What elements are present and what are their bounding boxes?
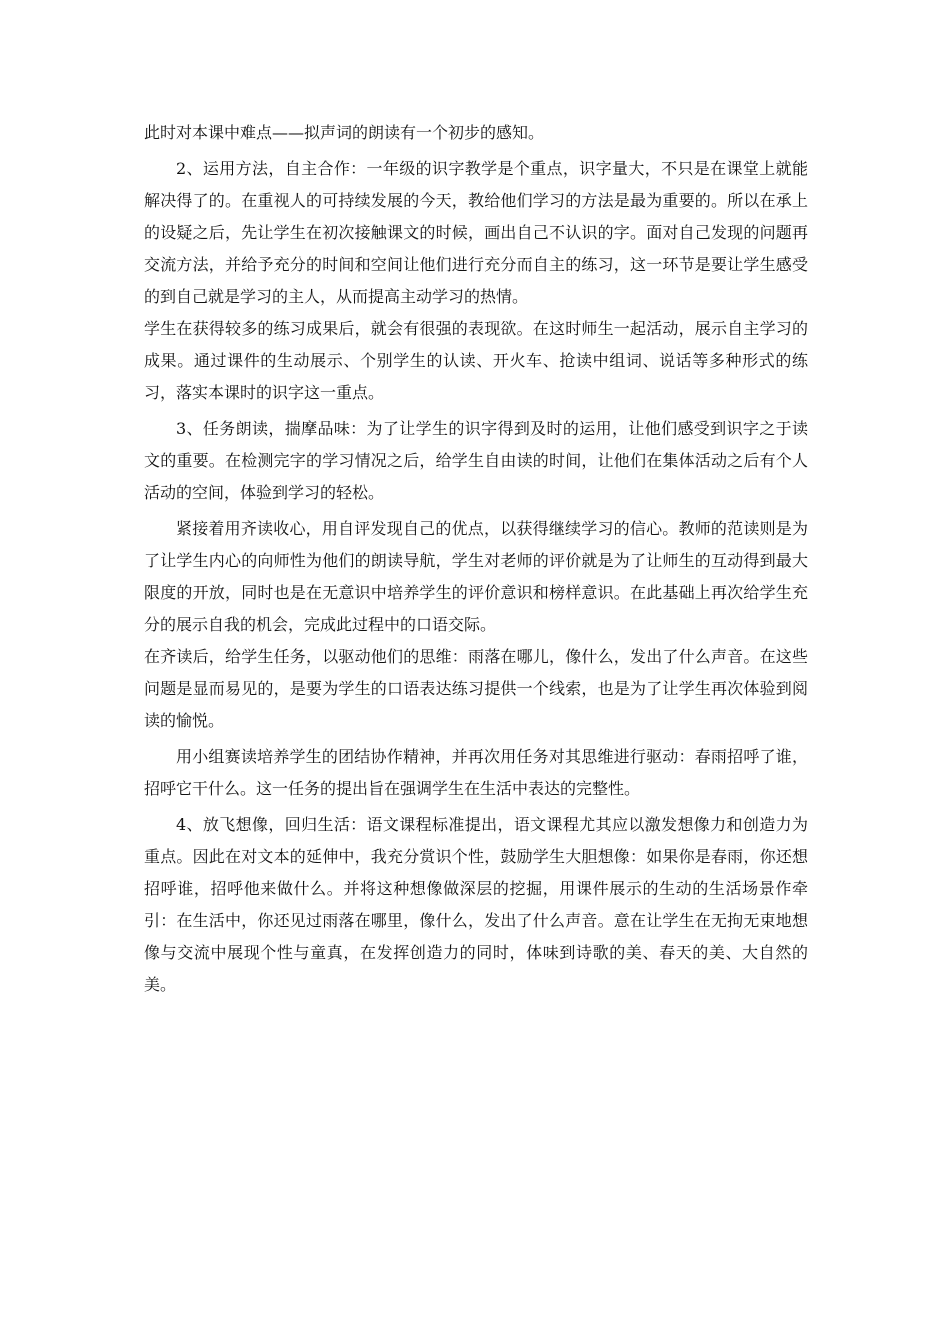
document-body <box>144 117 808 1001</box>
paragraph-4: 3、任务朗读，揣摩品味：为了让学生的识字得到及时的运用，让他们感受到识字之于读文的重要。在检测完字的学习情况之后，给学生自由读的时间，让他们在集体活动之后有个人活动的空间，体验到学习的轻松。 <box>144 419 808 502</box>
paragraph-6: 在齐读后，给学生任务，以驱动他们的思维：雨落在哪儿，像什么，发出了什么声音。在这些问题是显而易见的，是要为学生的口语表达练习提供一个线索，也是为了让学生再次体验到阅读的愉悦。 <box>144 647 808 730</box>
paragraph-1: 此时对本课中难点——拟声词的朗读有一个初步的感知。 <box>144 123 545 142</box>
paragraph-7: 用小组赛读培养学生的团结协作精神，并再次用任务对其思维进行驱动：春雨招呼了谁，招呼它干什么。这一任务的提出旨在强调学生在生活中表达的完整性。 <box>144 747 808 798</box>
paragraph-5: 紧接着用齐读收心，用自评发现自己的优点，以获得继续学习的信心。教师的范读则是为了让学生内心的向师性为他们的朗读导航，学生对老师的评价就是为了让师生的互动得到最大限度的开放，同时也是在无意识中培养学生的评价意识和榜样意识。在此基础上再次给学生充分的展示自我的机会，完成此过程中的口语交际。 <box>144 519 808 634</box>
paragraph-3: 学生在获得较多的练习成果后，就会有很强的表现欲。在这时师生一起活动，展示自主学习的成果。通过课件的生动展示、个别学生的认读、开火车、抢读中组词、说话等多种形式的练习，落实本课时的识字这一重点。 <box>144 319 808 402</box>
paragraph-8: 4、放飞想像，回归生活：语文课程标准提出，语文课程尤其应以激发想像力和创造力为重点。因此在对文本的延伸中，我充分赏识个性，鼓励学生大胆想像：如果你是春雨，你还想招呼谁，招呼他来做什么。并将这种想像做深层的挖掘，用课件展示的生动的生活场景作牵引：在生活中，你还见过雨落在哪里，像什么，发出了什么声音。意在让学生在无拘无束地想像与交流中展现个性与童真，在发挥创造力的同时，体味到诗歌的美、春天的美、大自然的美。 <box>144 815 808 994</box>
paragraph-2: 2、运用方法，自主合作：一年级的识字教学是个重点，识字量大，不只是在课堂上就能解决得了的。在重视人的可持续发展的今天，教给他们学习的方法是最为重要的。所以在承上的设疑之后，先让学生在初次接触课文的时候，画出自己不认识的字。面对自己发现的问题再交流方法，并给予充分的时间和空间让他们进行充分而自主的练习，这一环节是要让学生感受的到自己就是学习的主人，从而提高主动学习的热情。 <box>144 159 808 306</box>
